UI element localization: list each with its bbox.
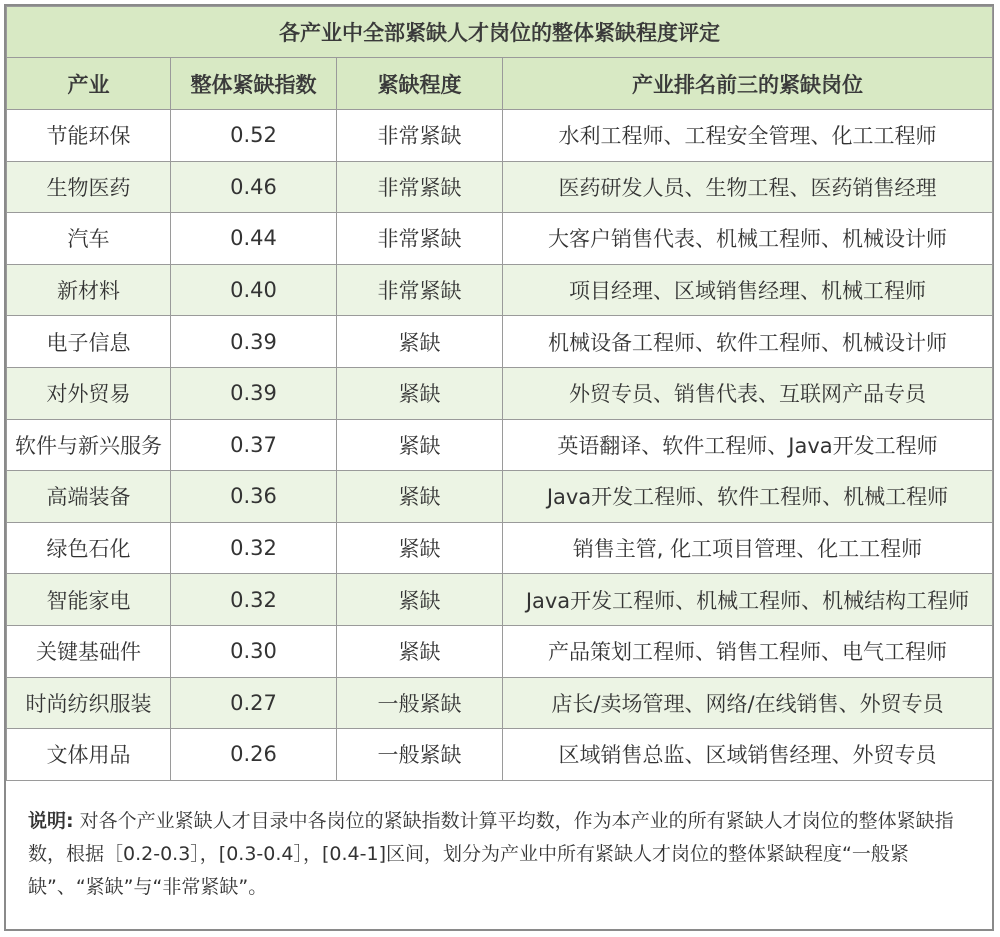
cell-level: 紧缺 [337,316,503,368]
cell-index: 0.52 [171,110,337,162]
cell-level: 紧缺 [337,471,503,523]
cell-level: 紧缺 [337,522,503,574]
cell-level: 一般紧缺 [337,677,503,729]
cell-index: 0.27 [171,677,337,729]
cell-top-jobs: Java开发工程师、机械工程师、机械结构工程师 [503,574,993,626]
header-row [7,58,993,110]
cell-industry: 电子信息 [7,316,171,368]
note [6,781,992,904]
cell-index: 0.46 [171,161,337,213]
cell-industry: 生物医药 [7,161,171,213]
table-row [7,213,993,265]
table-row [7,625,993,677]
cell-industry: 汽车 [7,213,171,265]
cell-top-jobs: 英语翻译、软件工程师、Java开发工程师 [503,419,993,471]
cell-top-jobs: 产品策划工程师、销售工程师、电气工程师 [503,625,993,677]
cell-industry: 对外贸易 [7,367,171,419]
header-level: 紧缺程度 [337,58,503,110]
cell-index: 0.36 [171,471,337,523]
cell-index: 0.39 [171,316,337,368]
cell-level: 紧缺 [337,625,503,677]
table-row [7,110,993,162]
cell-index: 0.30 [171,625,337,677]
table-row [7,419,993,471]
cell-industry: 绿色石化 [7,522,171,574]
cell-index: 0.32 [171,522,337,574]
cell-industry: 软件与新兴服务 [7,419,171,471]
cell-top-jobs: 外贸专员、销售代表、互联网产品专员 [503,367,993,419]
table-row [7,471,993,523]
table-frame [4,4,994,931]
table-row [7,574,993,626]
cell-level: 紧缺 [337,419,503,471]
table-row [7,316,993,368]
cell-top-jobs: 大客户销售代表、机械工程师、机械设计师 [503,213,993,265]
cell-industry: 时尚纺织服装 [7,677,171,729]
cell-level: 非常紧缺 [337,213,503,265]
header-industry: 产业 [7,58,171,110]
cell-index: 0.39 [171,367,337,419]
table-row [7,367,993,419]
cell-level: 非常紧缺 [337,161,503,213]
cell-level: 紧缺 [337,367,503,419]
cell-top-jobs: 水利工程师、工程安全管理、化工工程师 [503,110,993,162]
cell-top-jobs: 区域销售总监、区域销售经理、外贸专员 [503,729,993,781]
cell-index: 0.40 [171,264,337,316]
cell-index: 0.44 [171,213,337,265]
shortage-table [6,6,993,781]
cell-industry: 文体用品 [7,729,171,781]
cell-index: 0.37 [171,419,337,471]
cell-level: 紧缺 [337,574,503,626]
table-title: 各产业中全部紧缺人才岗位的整体紧缺程度评定 [7,7,993,58]
table-row [7,729,993,781]
table-row [7,161,993,213]
table-body [7,110,993,781]
cell-level: 非常紧缺 [337,110,503,162]
cell-top-jobs: Java开发工程师、软件工程师、机械工程师 [503,471,993,523]
header-index: 整体紧缺指数 [171,58,337,110]
cell-index: 0.26 [171,729,337,781]
table-row [7,677,993,729]
cell-top-jobs: 店长/卖场管理、网络/在线销售、外贸专员 [503,677,993,729]
table-row [7,264,993,316]
cell-industry: 智能家电 [7,574,171,626]
cell-top-jobs: 项目经理、区域销售经理、机械工程师 [503,264,993,316]
cell-industry: 新材料 [7,264,171,316]
cell-industry: 节能环保 [7,110,171,162]
note-text: 对各个产业紧缺人才目录中各岗位的紧缺指数计算平均数，作为本产业的所有紧缺人才岗位的整体紧缺指数，根据［0.2-0.3］，[0.3-0.4］，[0.4-1]区间，划分为产业中所有紧缺人才岗位的整体紧缺程度“一般紧缺”、“紧缺”与“非常紧缺”。 [28,809,954,898]
note-label: 说明: [28,809,74,832]
cell-level: 一般紧缺 [337,729,503,781]
cell-top-jobs: 机械设备工程师、软件工程师、机械设计师 [503,316,993,368]
cell-level: 非常紧缺 [337,264,503,316]
header-top-jobs: 产业排名前三的紧缺岗位 [503,58,993,110]
cell-index: 0.32 [171,574,337,626]
cell-top-jobs: 销售主管, 化工项目管理、化工工程师 [503,522,993,574]
cell-top-jobs: 医药研发人员、生物工程、医药销售经理 [503,161,993,213]
cell-industry: 高端装备 [7,471,171,523]
cell-industry: 关键基础件 [7,625,171,677]
table-row [7,522,993,574]
